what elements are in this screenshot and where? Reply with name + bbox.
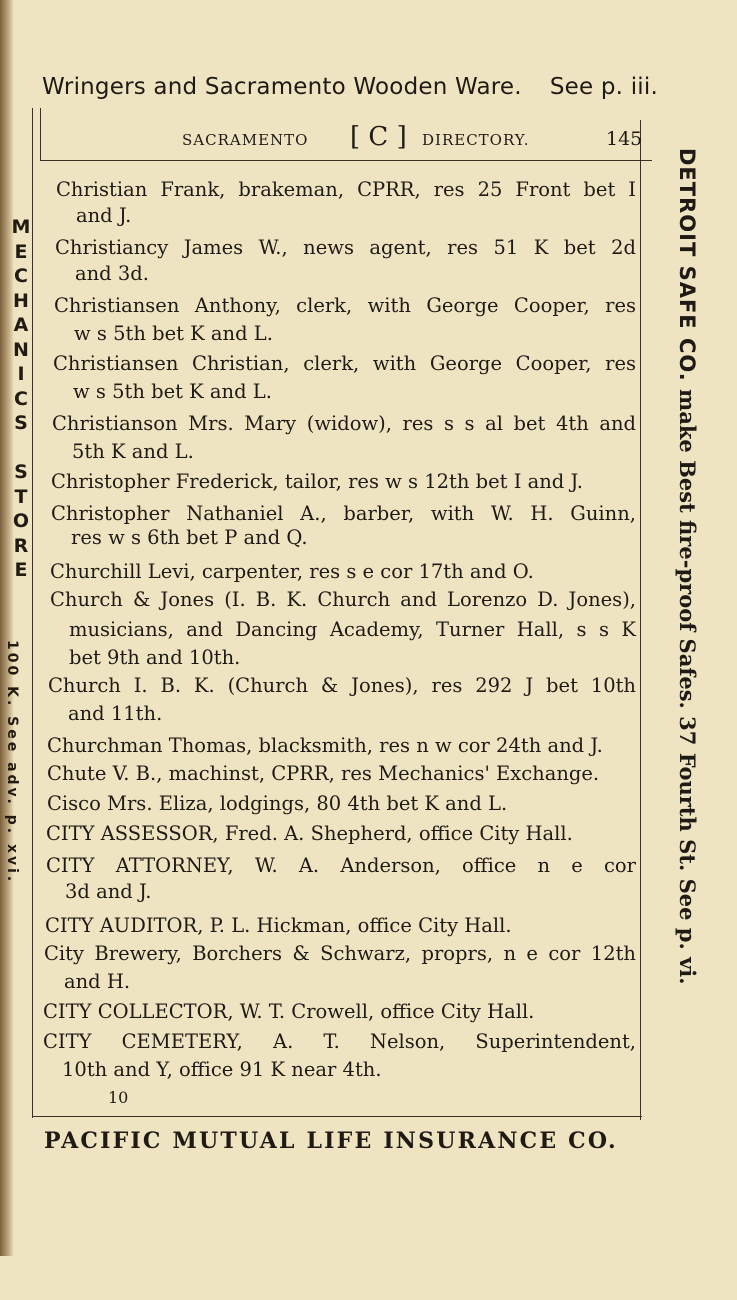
directory-entry: Christianson Mrs. Mary (widow), res s s al bet 4th and (52, 412, 636, 435)
directory-entry-continuation: and J. (76, 204, 132, 227)
left-advertisement-letter: C (14, 265, 28, 287)
top-advertisement-see: See p. iii. (549, 74, 658, 100)
left-advertisement-letter: E (14, 559, 28, 581)
directory-entry-continuation: and 11th. (68, 702, 163, 725)
directory-entry: Churchill Levi, carpenter, res s e cor 17th and O. (50, 560, 534, 583)
directory-entry: City Brewery, Borchers & Schwarz, proprs, n e cor 12th (44, 942, 636, 965)
left-advertisement-letter: H (13, 289, 29, 312)
directory-entry-continuation: and 3d. (75, 262, 149, 285)
directory-entry: CITY CEMETERY, A. T. Nelson, Superintendent, (43, 1030, 636, 1053)
left-margin-advertisement-rotated: 100 K. See adv. p. xvi. (4, 640, 20, 885)
directory-entry-continuation: res w s 6th bet P and Q. (71, 526, 308, 549)
directory-entry: CITY ATTORNEY, W. A. Anderson, office n e cor (46, 854, 636, 877)
page-number: 145 (606, 128, 643, 150)
directory-entry: CITY COLLECTOR, W. T. Crowell, office City Hall. (43, 1000, 535, 1023)
directory-entry: Christiansen Christian, clerk, with George Cooper, res (53, 352, 636, 375)
right-advertisement-brand: DETROIT SAFE CO. (675, 148, 699, 382)
directory-entry: Churchman Thomas, blacksmith, res n w cor 24th and J. (47, 734, 603, 757)
directory-entry-continuation: bet 9th and 10th. (69, 646, 241, 669)
left-advertisement-letter: R (13, 534, 29, 557)
left-advertisement-letter: A (13, 314, 29, 336)
left-margin-advertisement (8, 215, 34, 583)
left-advertisement-letter: S (14, 461, 28, 483)
left-advertisement-letter: O (12, 510, 30, 532)
directory-entry-continuation: w s 5th bet K and L. (74, 322, 273, 345)
left-advertisement-letter (8, 436, 34, 461)
directory-entry: CITY AUDITOR, P. L. Hickman, office City Hall. (45, 914, 512, 937)
left-advertisement-letter: T (14, 485, 28, 508)
printer-signature: 10 (108, 1088, 129, 1107)
running-head-section: DIRECTORY. (422, 131, 530, 149)
left-advertisement-letter: S (14, 412, 28, 434)
directory-entry: Christopher Frederick, tailor, res w s 12th bet I and J. (51, 470, 583, 493)
directory-entry-continuation: 10th and Y, office 91 K near 4th. (62, 1058, 382, 1081)
right-advertisement-text: make Best fire-proof Safes. 37 Fourth St. See p. vi. (675, 389, 700, 985)
directory-entry: Christopher Nathaniel A., barber, with W. H. Guinn, (51, 502, 636, 525)
directory-entry: Chute V. B., machinst, CPRR, res Mechanics' Exchange. (47, 762, 600, 785)
top-advertisement-text: Wringers and Sacramento Wooden Ware. (42, 74, 522, 100)
directory-entry-continuation: 3d and J. (65, 880, 152, 903)
running-head-city: SACRAMENTO (182, 131, 309, 149)
left-advertisement-letter: N (13, 338, 29, 361)
directory-entry-continuation: and H. (64, 970, 131, 993)
left-advertisement-letter: E (14, 240, 28, 263)
left-advertisement-letter: C (14, 387, 28, 410)
directory-entry-continuation: w s 5th bet K and L. (73, 380, 272, 403)
directory-entry-continuation: 5th K and L. (72, 440, 194, 463)
directory-entry-continuation: musicians, and Dancing Academy, Turner Hall, s s K (69, 618, 636, 641)
directory-entry: Christiansen Anthony, clerk, with George Cooper, res (54, 294, 636, 317)
directory-entry: Christian Frank, brakeman, CPRR, res 25 Front bet I (56, 178, 636, 201)
directory-entry: Church I. B. K. (Church & Jones), res 292 J bet 10th (48, 674, 636, 697)
directory-entry: CITY ASSESSOR, Fred. A. Shepherd, office City Hall. (46, 822, 573, 845)
directory-entry: Cisco Mrs. Eliza, lodgings, 80 4th bet K and L. (47, 792, 508, 815)
running-head-letter: [ C ] (350, 122, 407, 152)
directory-entry: Christiancy James W., news agent, res 51 K bet 2d (55, 236, 636, 259)
left-advertisement-letter: M (11, 216, 31, 238)
directory-entry: Church & Jones (I. B. K. Church and Lorenzo D. Jones), (50, 588, 636, 611)
bottom-advertisement: PACIFIC MUTUAL LIFE INSURANCE CO. (44, 1128, 618, 1154)
left-advertisement-letter: I (17, 363, 25, 385)
right-margin-advertisement (670, 148, 700, 1098)
